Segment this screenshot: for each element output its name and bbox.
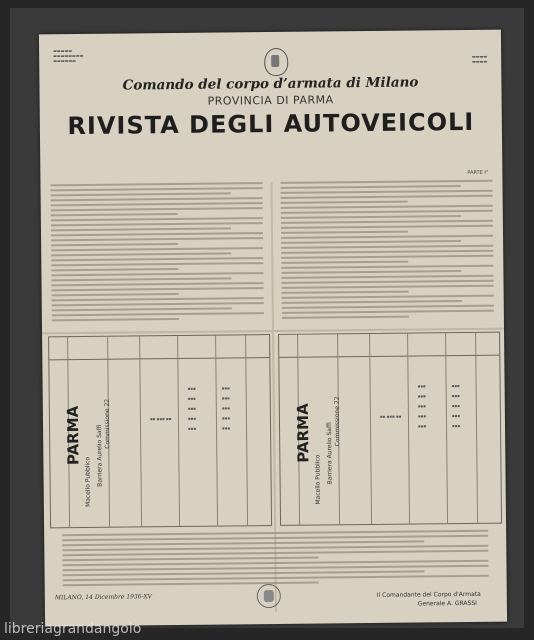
corner-print-right: ▬▬▬▬ ▬▬▬▬	[472, 53, 488, 64]
province-heading: PROVINCIA DI PARMA	[207, 93, 334, 108]
poster-document	[39, 30, 507, 627]
location-label: Macello Pubblico	[84, 456, 92, 507]
table-cell: ▪▪▪ ▪▪▪ ▪▪▪ ▪▪▪ ▪▪▪	[417, 383, 427, 429]
date-place: MILANO, 14 Dicembre 1936-XV	[54, 593, 153, 602]
seal-icon	[257, 584, 281, 608]
table-cell: ▪▪ ▪▪▪ ▪▪	[149, 416, 172, 422]
province-label: PARMA	[293, 403, 313, 463]
location-label: Barriera Aurelio Saffi	[325, 422, 334, 485]
body-text-left	[50, 182, 263, 326]
issuer-heading: Comando del corpo d’armata di Milano	[122, 74, 419, 94]
table-cell: ▪▪▪ ▪▪▪ ▪▪▪ ▪▪▪ ▪▪▪	[221, 385, 231, 431]
signature-name: Generale A. GRASSI	[417, 599, 477, 608]
location-label: Barriera Aurelio Saffi	[96, 424, 104, 487]
table-cell: ▪▪▪ ▪▪▪ ▪▪▪ ▪▪▪ ▪▪▪	[187, 385, 197, 431]
watermark: libreriagrandangolo	[4, 621, 142, 637]
signature-title: Il Comandante del Corpo d'Armata	[376, 590, 481, 599]
province-label: PARMA	[63, 405, 83, 466]
crest-icon	[264, 48, 288, 76]
schedule-table-right	[278, 332, 502, 526]
table-cell: ▪▪ ▪▪▪ ▪▪	[379, 413, 402, 419]
schedule-table-left	[48, 334, 272, 528]
part-label: PARTE I°	[467, 169, 489, 176]
body-text-right	[280, 180, 493, 324]
table-header	[279, 333, 499, 358]
table-header	[49, 335, 269, 360]
table-cell: ▪▪▪ ▪▪▪ ▪▪▪ ▪▪▪ ▪▪▪	[451, 383, 461, 429]
commission-label: Commissione 22	[333, 396, 342, 447]
commission-label: Commissione 22	[103, 398, 112, 449]
footer-text	[62, 530, 489, 589]
page-title: RIVISTA DEGLI AUTOVEICOLI	[67, 107, 475, 141]
corner-print-left: ▬▬▬▬▬ ▬▬▬▬▬▬▬▬ ▬▬▬▬▬▬	[53, 48, 84, 64]
location-label: Macello Pubblico	[314, 454, 322, 505]
